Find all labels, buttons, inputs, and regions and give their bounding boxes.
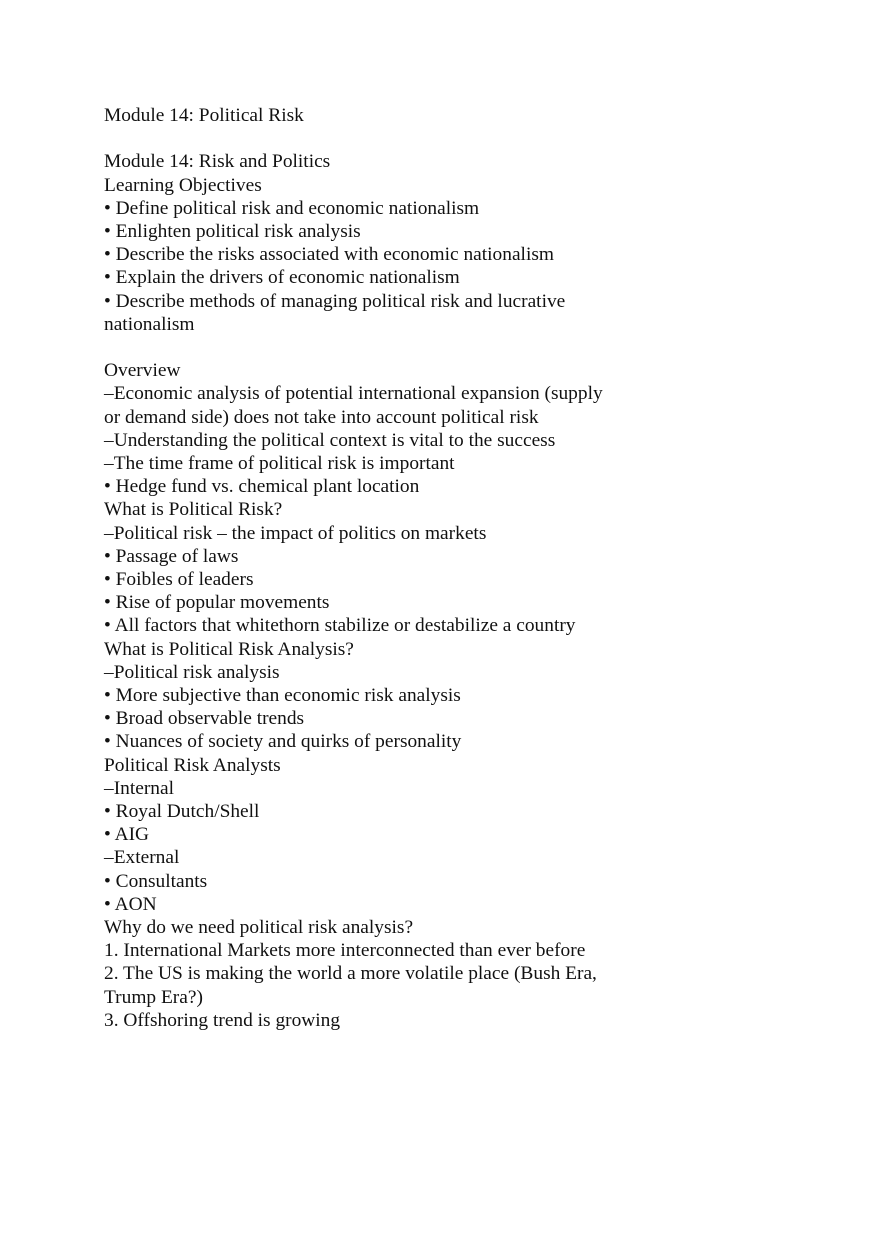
body-line: • All factors that whitethorn stabilize or destabilize a country (104, 615, 576, 637)
numbered-line: Trump Era?) (104, 986, 203, 1008)
objective-line: • Define political risk and economic nationalism (104, 197, 480, 219)
body-line: or demand side) does not take into account political risk (104, 406, 539, 428)
body-line: –Understanding the political context is vital to the success (104, 429, 556, 451)
body-line: –Political risk analysis (104, 661, 280, 683)
module-subtitle: Module 14: Risk and Politics (104, 151, 331, 173)
objectives-heading: Learning Objectives (104, 174, 262, 196)
body-line: • Rise of popular movements (104, 592, 330, 614)
body-line: • Consultants (104, 870, 208, 892)
section-heading-analysts: Political Risk Analysts (104, 754, 281, 776)
objective-line: • Describe the risks associated with economic nationalism (104, 244, 554, 266)
section-heading-political-risk: What is Political Risk? (104, 499, 283, 521)
body-line: –Internal (104, 777, 174, 799)
objective-line: • Enlighten political risk analysis (104, 221, 361, 242)
body-line: –Economic analysis of potential international expansion (supply (104, 383, 603, 405)
body-line: –Political risk – the impact of politics on markets (104, 522, 487, 544)
numbered-line: 1. International Markets more interconnected than ever before (104, 940, 586, 962)
section-heading-risk-analysis: What is Political Risk Analysis? (104, 638, 354, 660)
body-line: • AON (104, 893, 157, 915)
objective-line: • Describe methods of managing political risk and lucrative (104, 290, 566, 312)
body-line: • AIG (104, 824, 150, 846)
numbered-line: 2. The US is making the world a more volatile place (Bush Era, (104, 963, 597, 985)
section-heading-why: Why do we need political risk analysis? (104, 917, 414, 939)
body-line: • Nuances of society and quirks of personality (104, 731, 462, 753)
body-line: • Passage of laws (104, 545, 239, 567)
numbered-line: 3. Offshoring trend is growing (104, 1009, 341, 1031)
objective-line: nationalism (104, 313, 195, 335)
body-line: • Broad observable trends (104, 708, 305, 730)
body-line: • Foibles of leaders (104, 569, 254, 591)
spacer (104, 336, 824, 359)
document-page (104, 104, 824, 1032)
objective-line: • Explain the drivers of economic nationalism (104, 267, 460, 289)
body-line: –External (104, 847, 180, 869)
document-title: Module 14: Political Risk (104, 105, 304, 126)
body-line: –The time frame of political risk is important (104, 453, 455, 475)
section-heading-overview: Overview (104, 360, 181, 382)
body-line: • Hedge fund vs. chemical plant location (104, 476, 420, 498)
body-line: • More subjective than economic risk analysis (104, 685, 461, 707)
body-line: • Royal Dutch/Shell (104, 801, 260, 823)
spacer (104, 127, 824, 150)
